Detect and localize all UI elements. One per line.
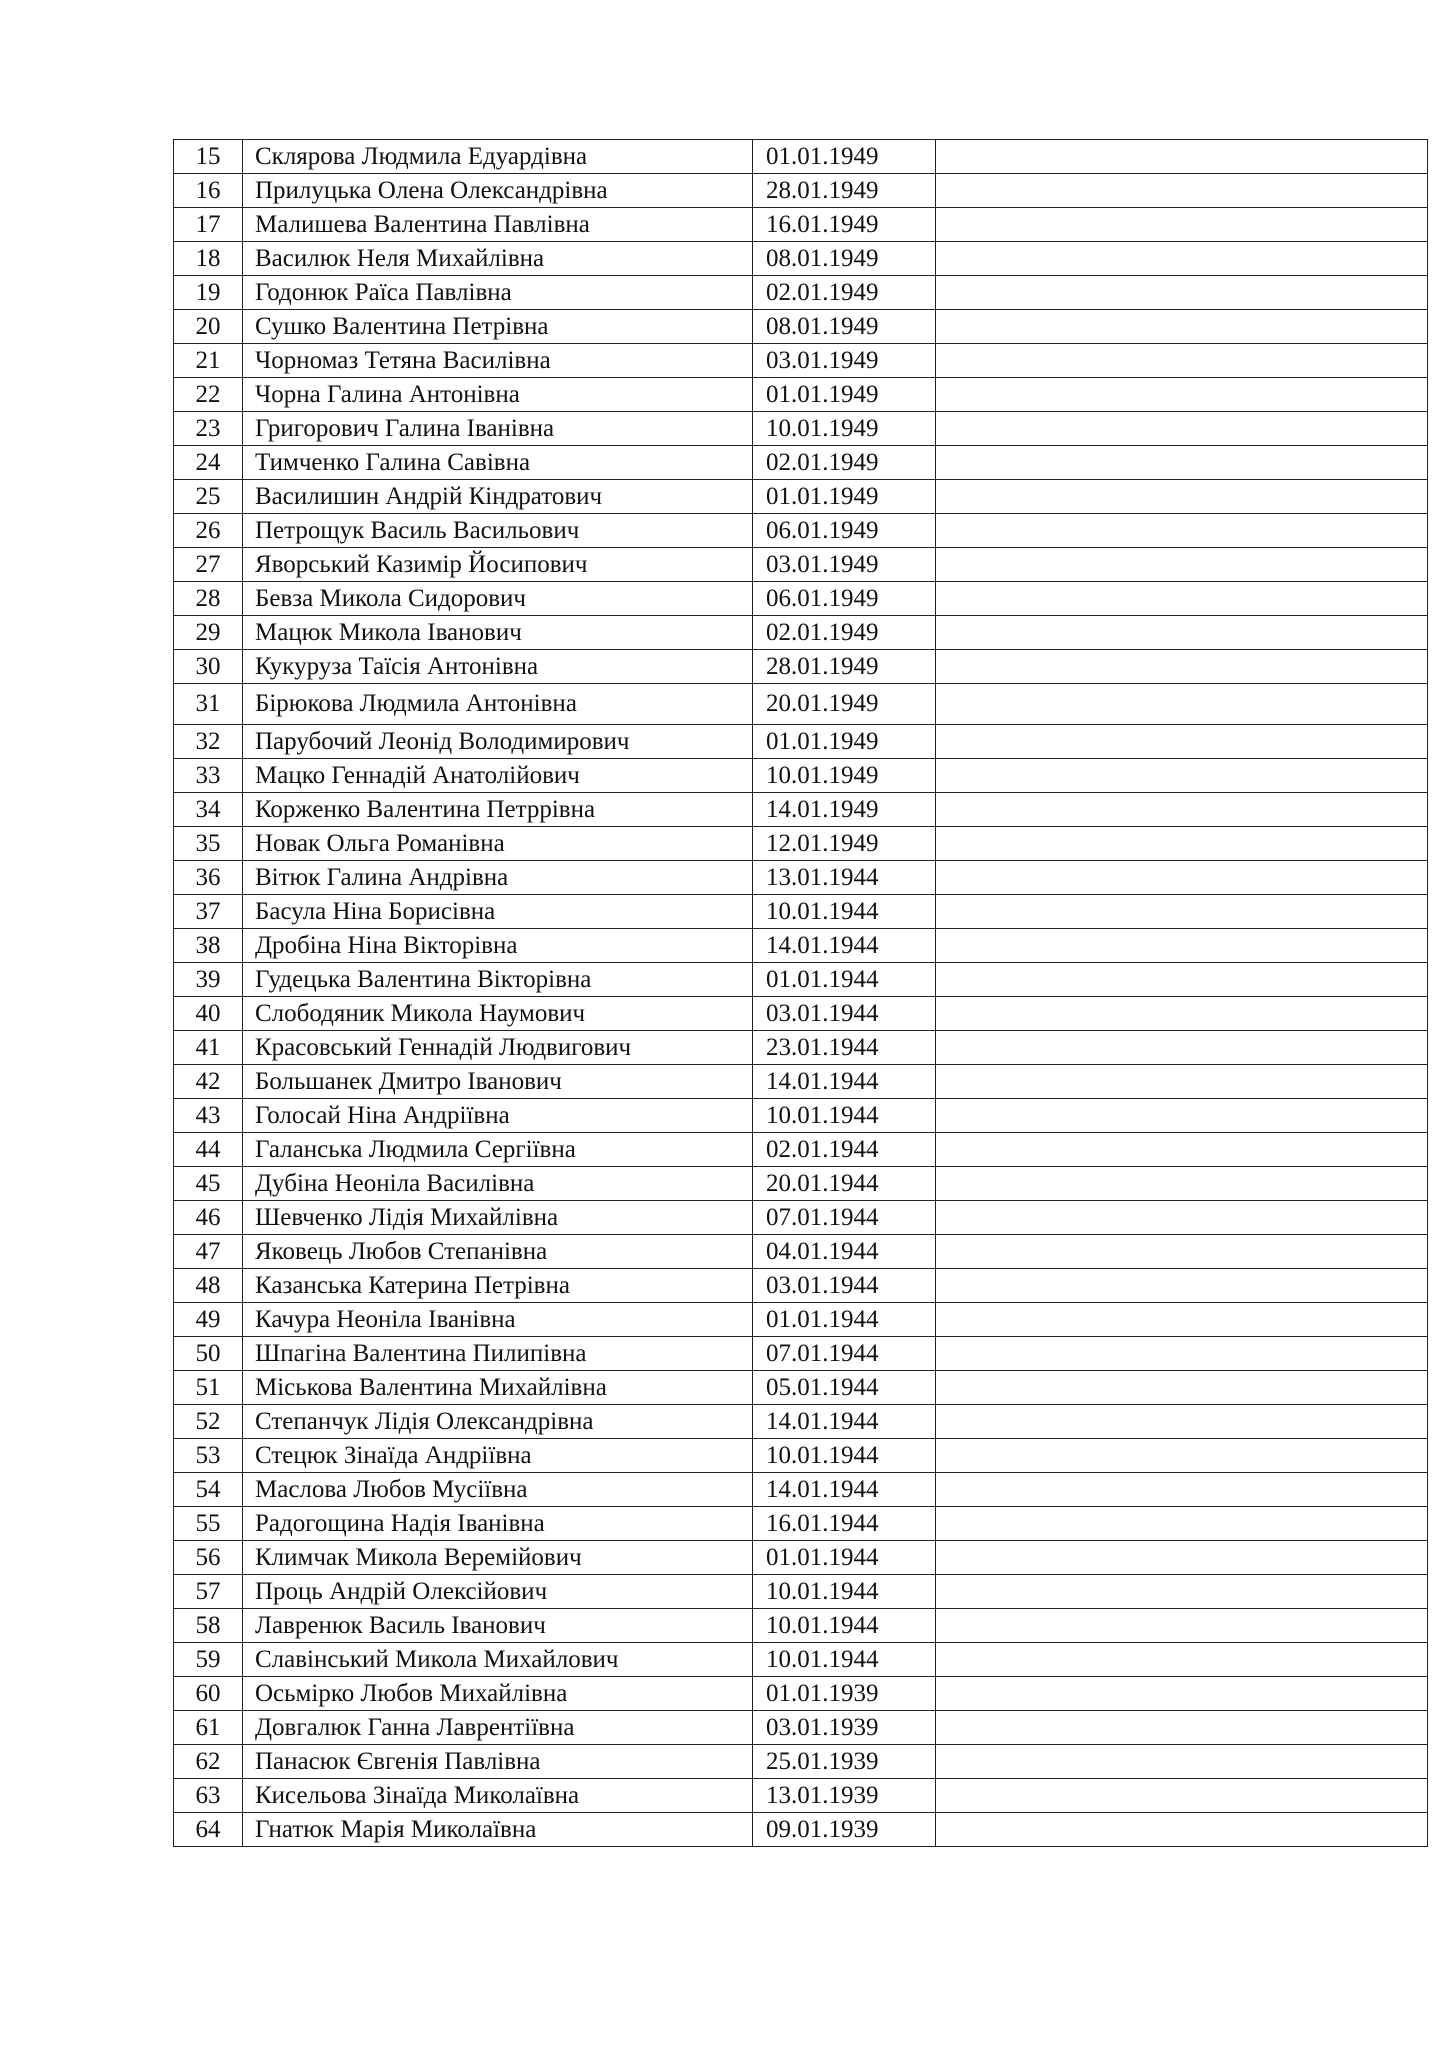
table-row	[174, 1405, 1428, 1439]
birth-date: 10.01.1944	[753, 1643, 936, 1677]
birth-date: 01.01.1949	[753, 725, 936, 759]
table-row	[174, 446, 1428, 480]
birth-date: 01.01.1949	[753, 480, 936, 514]
birth-date: 03.01.1939	[753, 1711, 936, 1745]
note-cell	[936, 174, 1428, 208]
person-name: Казанська Катерина Петрівна	[243, 1269, 753, 1303]
note-cell	[936, 1745, 1428, 1779]
person-name: Дубіна Неоніла Василівна	[243, 1167, 753, 1201]
table-row	[174, 861, 1428, 895]
note-cell	[936, 997, 1428, 1031]
note-cell	[936, 412, 1428, 446]
person-name: Яковець Любов Степанівна	[243, 1235, 753, 1269]
row-number: 63	[174, 1779, 243, 1813]
note-cell	[936, 1371, 1428, 1405]
person-name: Бевза Микола Сидорович	[243, 582, 753, 616]
birth-date: 28.01.1949	[753, 650, 936, 684]
note-cell	[936, 344, 1428, 378]
person-name: Климчак Микола Веремійович	[243, 1541, 753, 1575]
row-number: 19	[174, 276, 243, 310]
person-name: Слободяник Микола Наумович	[243, 997, 753, 1031]
birth-date: 02.01.1949	[753, 616, 936, 650]
table-row	[174, 1541, 1428, 1575]
table-row	[174, 1065, 1428, 1099]
person-name: Мацко Геннадій Анатолійович	[243, 759, 753, 793]
person-name: Большанек Дмитро Іванович	[243, 1065, 753, 1099]
note-cell	[936, 1133, 1428, 1167]
row-number: 16	[174, 174, 243, 208]
note-cell	[936, 480, 1428, 514]
row-number: 38	[174, 929, 243, 963]
note-cell	[936, 650, 1428, 684]
person-name: Дробіна Ніна Вікторівна	[243, 929, 753, 963]
table-row	[174, 548, 1428, 582]
birth-date: 06.01.1949	[753, 514, 936, 548]
person-name: Сушко Валентина Петрівна	[243, 310, 753, 344]
person-name: Гудецька Валентина Вікторівна	[243, 963, 753, 997]
row-number: 47	[174, 1235, 243, 1269]
person-name: Новак Ольга Романівна	[243, 827, 753, 861]
birth-date: 07.01.1944	[753, 1201, 936, 1235]
note-cell	[936, 895, 1428, 929]
person-name: Радогощина Надія Іванівна	[243, 1507, 753, 1541]
note-cell	[936, 1201, 1428, 1235]
note-cell	[936, 548, 1428, 582]
person-name: Парубочий Леонід Володимирович	[243, 725, 753, 759]
birth-date: 14.01.1944	[753, 1473, 936, 1507]
person-name: Маслова Любов Мусіївна	[243, 1473, 753, 1507]
person-name: Корженко Валентина Петррівна	[243, 793, 753, 827]
row-number: 42	[174, 1065, 243, 1099]
person-name: Яворський Казимір Йосипович	[243, 548, 753, 582]
row-number: 25	[174, 480, 243, 514]
person-name: Шевченко Лідія Михайлівна	[243, 1201, 753, 1235]
note-cell	[936, 1065, 1428, 1099]
row-number: 31	[174, 684, 243, 725]
row-number: 28	[174, 582, 243, 616]
table-row	[174, 1643, 1428, 1677]
table-row	[174, 480, 1428, 514]
birth-date: 01.01.1949	[753, 140, 936, 174]
row-number: 35	[174, 827, 243, 861]
table-row	[174, 793, 1428, 827]
note-cell	[936, 725, 1428, 759]
note-cell	[936, 1099, 1428, 1133]
birth-date: 08.01.1949	[753, 242, 936, 276]
note-cell	[936, 242, 1428, 276]
register-table-body	[174, 140, 1428, 1847]
person-name: Чорномаз Тетяна Василівна	[243, 344, 753, 378]
table-row	[174, 1031, 1428, 1065]
table-row	[174, 684, 1428, 725]
row-number: 29	[174, 616, 243, 650]
row-number: 53	[174, 1439, 243, 1473]
note-cell	[936, 1337, 1428, 1371]
table-row	[174, 929, 1428, 963]
person-name: Панасюк Євгенія Павлівна	[243, 1745, 753, 1779]
person-name: Годонюк Раїса Павлівна	[243, 276, 753, 310]
person-name: Міськова Валентина Михайлівна	[243, 1371, 753, 1405]
row-number: 48	[174, 1269, 243, 1303]
row-number: 30	[174, 650, 243, 684]
person-name: Степанчук Лідія Олександрівна	[243, 1405, 753, 1439]
table-row	[174, 140, 1428, 174]
birth-date: 03.01.1949	[753, 344, 936, 378]
person-name: Стецюк Зінаїда Андріївна	[243, 1439, 753, 1473]
person-name: Склярова Людмила Едуардівна	[243, 140, 753, 174]
birth-date: 13.01.1939	[753, 1779, 936, 1813]
table-row	[174, 759, 1428, 793]
birth-date: 16.01.1944	[753, 1507, 936, 1541]
table-row	[174, 1507, 1428, 1541]
birth-date: 02.01.1949	[753, 446, 936, 480]
table-row	[174, 310, 1428, 344]
row-number: 41	[174, 1031, 243, 1065]
person-name: Басула Ніна Борисівна	[243, 895, 753, 929]
note-cell	[936, 1439, 1428, 1473]
person-name: Чорна Галина Антонівна	[243, 378, 753, 412]
table-row	[174, 242, 1428, 276]
person-name: Бірюкова Людмила Антонівна	[243, 684, 753, 725]
person-name: Гнатюк Марія Миколаївна	[243, 1813, 753, 1847]
table-row	[174, 412, 1428, 446]
note-cell	[936, 378, 1428, 412]
note-cell	[936, 276, 1428, 310]
row-number: 56	[174, 1541, 243, 1575]
person-name: Славінський Микола Михайлович	[243, 1643, 753, 1677]
note-cell	[936, 1507, 1428, 1541]
row-number: 27	[174, 548, 243, 582]
row-number: 24	[174, 446, 243, 480]
note-cell	[936, 1269, 1428, 1303]
person-name: Вітюк Галина Андрівна	[243, 861, 753, 895]
birth-date: 12.01.1949	[753, 827, 936, 861]
birth-date: 06.01.1949	[753, 582, 936, 616]
row-number: 37	[174, 895, 243, 929]
row-number: 21	[174, 344, 243, 378]
person-name: Прилуцька Олена Олександрівна	[243, 174, 753, 208]
row-number: 33	[174, 759, 243, 793]
table-row	[174, 616, 1428, 650]
row-number: 26	[174, 514, 243, 548]
birth-date: 14.01.1944	[753, 929, 936, 963]
row-number: 54	[174, 1473, 243, 1507]
note-cell	[936, 1405, 1428, 1439]
table-row	[174, 1337, 1428, 1371]
table-row	[174, 895, 1428, 929]
birth-date: 23.01.1944	[753, 1031, 936, 1065]
note-cell	[936, 1031, 1428, 1065]
birth-date: 03.01.1949	[753, 548, 936, 582]
birth-date: 03.01.1944	[753, 997, 936, 1031]
row-number: 17	[174, 208, 243, 242]
note-cell	[936, 208, 1428, 242]
birth-date: 20.01.1944	[753, 1167, 936, 1201]
table-row	[174, 1303, 1428, 1337]
table-row	[174, 344, 1428, 378]
table-row	[174, 514, 1428, 548]
row-number: 59	[174, 1643, 243, 1677]
row-number: 40	[174, 997, 243, 1031]
birth-date: 10.01.1944	[753, 1609, 936, 1643]
birth-date: 10.01.1944	[753, 895, 936, 929]
note-cell	[936, 446, 1428, 480]
row-number: 36	[174, 861, 243, 895]
table-row	[174, 1779, 1428, 1813]
row-number: 64	[174, 1813, 243, 1847]
row-number: 62	[174, 1745, 243, 1779]
table-row	[174, 725, 1428, 759]
birth-date: 10.01.1944	[753, 1439, 936, 1473]
note-cell	[936, 140, 1428, 174]
birth-date: 13.01.1944	[753, 861, 936, 895]
row-number: 23	[174, 412, 243, 446]
birth-date: 04.01.1944	[753, 1235, 936, 1269]
row-number: 61	[174, 1711, 243, 1745]
birth-date: 07.01.1944	[753, 1337, 936, 1371]
birth-date: 01.01.1944	[753, 1541, 936, 1575]
person-name: Кукуруза Таїсія Антонівна	[243, 650, 753, 684]
note-cell	[936, 1575, 1428, 1609]
row-number: 18	[174, 242, 243, 276]
row-number: 44	[174, 1133, 243, 1167]
note-cell	[936, 1303, 1428, 1337]
note-cell	[936, 616, 1428, 650]
table-row	[174, 1201, 1428, 1235]
table-row	[174, 1609, 1428, 1643]
birth-date: 10.01.1949	[753, 759, 936, 793]
row-number: 51	[174, 1371, 243, 1405]
birth-date: 14.01.1949	[753, 793, 936, 827]
note-cell	[936, 827, 1428, 861]
note-cell	[936, 684, 1428, 725]
birth-date: 02.01.1949	[753, 276, 936, 310]
person-name: Проць Андрій Олексійович	[243, 1575, 753, 1609]
row-number: 55	[174, 1507, 243, 1541]
note-cell	[936, 1541, 1428, 1575]
person-name: Шпагіна Валентина Пилипівна	[243, 1337, 753, 1371]
birth-date: 03.01.1944	[753, 1269, 936, 1303]
table-row	[174, 1439, 1428, 1473]
table-row	[174, 1813, 1428, 1847]
note-cell	[936, 1167, 1428, 1201]
person-name: Качура Неоніла Іванівна	[243, 1303, 753, 1337]
table-row	[174, 582, 1428, 616]
row-number: 57	[174, 1575, 243, 1609]
note-cell	[936, 759, 1428, 793]
birth-date: 01.01.1944	[753, 1303, 936, 1337]
birth-date: 10.01.1944	[753, 1575, 936, 1609]
note-cell	[936, 1677, 1428, 1711]
table-row	[174, 1269, 1428, 1303]
birth-date: 14.01.1944	[753, 1065, 936, 1099]
row-number: 20	[174, 310, 243, 344]
table-row	[174, 378, 1428, 412]
table-row	[174, 1099, 1428, 1133]
birth-date: 14.01.1944	[753, 1405, 936, 1439]
person-name: Красовський Геннадій Людвигович	[243, 1031, 753, 1065]
row-number: 34	[174, 793, 243, 827]
table-row	[174, 174, 1428, 208]
table-row	[174, 1711, 1428, 1745]
note-cell	[936, 1643, 1428, 1677]
table-row	[174, 1677, 1428, 1711]
note-cell	[936, 963, 1428, 997]
row-number: 46	[174, 1201, 243, 1235]
table-row	[174, 1167, 1428, 1201]
note-cell	[936, 310, 1428, 344]
table-row	[174, 997, 1428, 1031]
row-number: 32	[174, 725, 243, 759]
person-name: Василюк Неля Михайлівна	[243, 242, 753, 276]
birth-date: 01.01.1939	[753, 1677, 936, 1711]
table-row	[174, 963, 1428, 997]
table-row	[174, 1575, 1428, 1609]
birth-date: 09.01.1939	[753, 1813, 936, 1847]
table-row	[174, 1235, 1428, 1269]
row-number: 45	[174, 1167, 243, 1201]
note-cell	[936, 929, 1428, 963]
person-name: Петрощук Василь Васильович	[243, 514, 753, 548]
birth-date: 01.01.1949	[753, 378, 936, 412]
table-row	[174, 1745, 1428, 1779]
person-name: Лавренюк Василь Іванович	[243, 1609, 753, 1643]
person-name: Довгалюк Ганна Лаврентіївна	[243, 1711, 753, 1745]
person-name: Осьмірко Любов Михайлівна	[243, 1677, 753, 1711]
note-cell	[936, 1473, 1428, 1507]
birth-date: 20.01.1949	[753, 684, 936, 725]
note-cell	[936, 1609, 1428, 1643]
register-table	[173, 139, 1428, 1847]
birth-date: 16.01.1949	[753, 208, 936, 242]
row-number: 52	[174, 1405, 243, 1439]
person-name: Галанська Людмила Сергіївна	[243, 1133, 753, 1167]
person-name: Кисельова Зінаїда Миколаївна	[243, 1779, 753, 1813]
birth-date: 02.01.1944	[753, 1133, 936, 1167]
birth-date: 28.01.1949	[753, 174, 936, 208]
person-name: Мацюк Микола Іванович	[243, 616, 753, 650]
table-row	[174, 208, 1428, 242]
birth-date: 05.01.1944	[753, 1371, 936, 1405]
note-cell	[936, 1813, 1428, 1847]
row-number: 43	[174, 1099, 243, 1133]
row-number: 50	[174, 1337, 243, 1371]
table-row	[174, 650, 1428, 684]
table-row	[174, 1133, 1428, 1167]
row-number: 15	[174, 140, 243, 174]
row-number: 58	[174, 1609, 243, 1643]
birth-date: 10.01.1944	[753, 1099, 936, 1133]
note-cell	[936, 861, 1428, 895]
person-name: Тимченко Галина Савівна	[243, 446, 753, 480]
note-cell	[936, 514, 1428, 548]
birth-date: 25.01.1939	[753, 1745, 936, 1779]
note-cell	[936, 1235, 1428, 1269]
person-name: Василишин Андрій Кіндратович	[243, 480, 753, 514]
note-cell	[936, 1779, 1428, 1813]
row-number: 39	[174, 963, 243, 997]
birth-date: 10.01.1949	[753, 412, 936, 446]
note-cell	[936, 582, 1428, 616]
row-number: 49	[174, 1303, 243, 1337]
birth-date: 01.01.1944	[753, 963, 936, 997]
row-number: 22	[174, 378, 243, 412]
table-row	[174, 276, 1428, 310]
row-number: 60	[174, 1677, 243, 1711]
table-row	[174, 1473, 1428, 1507]
birth-date: 08.01.1949	[753, 310, 936, 344]
note-cell	[936, 1711, 1428, 1745]
table-row	[174, 1371, 1428, 1405]
person-name: Малишева Валентина Павлівна	[243, 208, 753, 242]
person-name: Григорович Галина Іванівна	[243, 412, 753, 446]
table-row	[174, 827, 1428, 861]
note-cell	[936, 793, 1428, 827]
person-name: Голосай Ніна Андріївна	[243, 1099, 753, 1133]
